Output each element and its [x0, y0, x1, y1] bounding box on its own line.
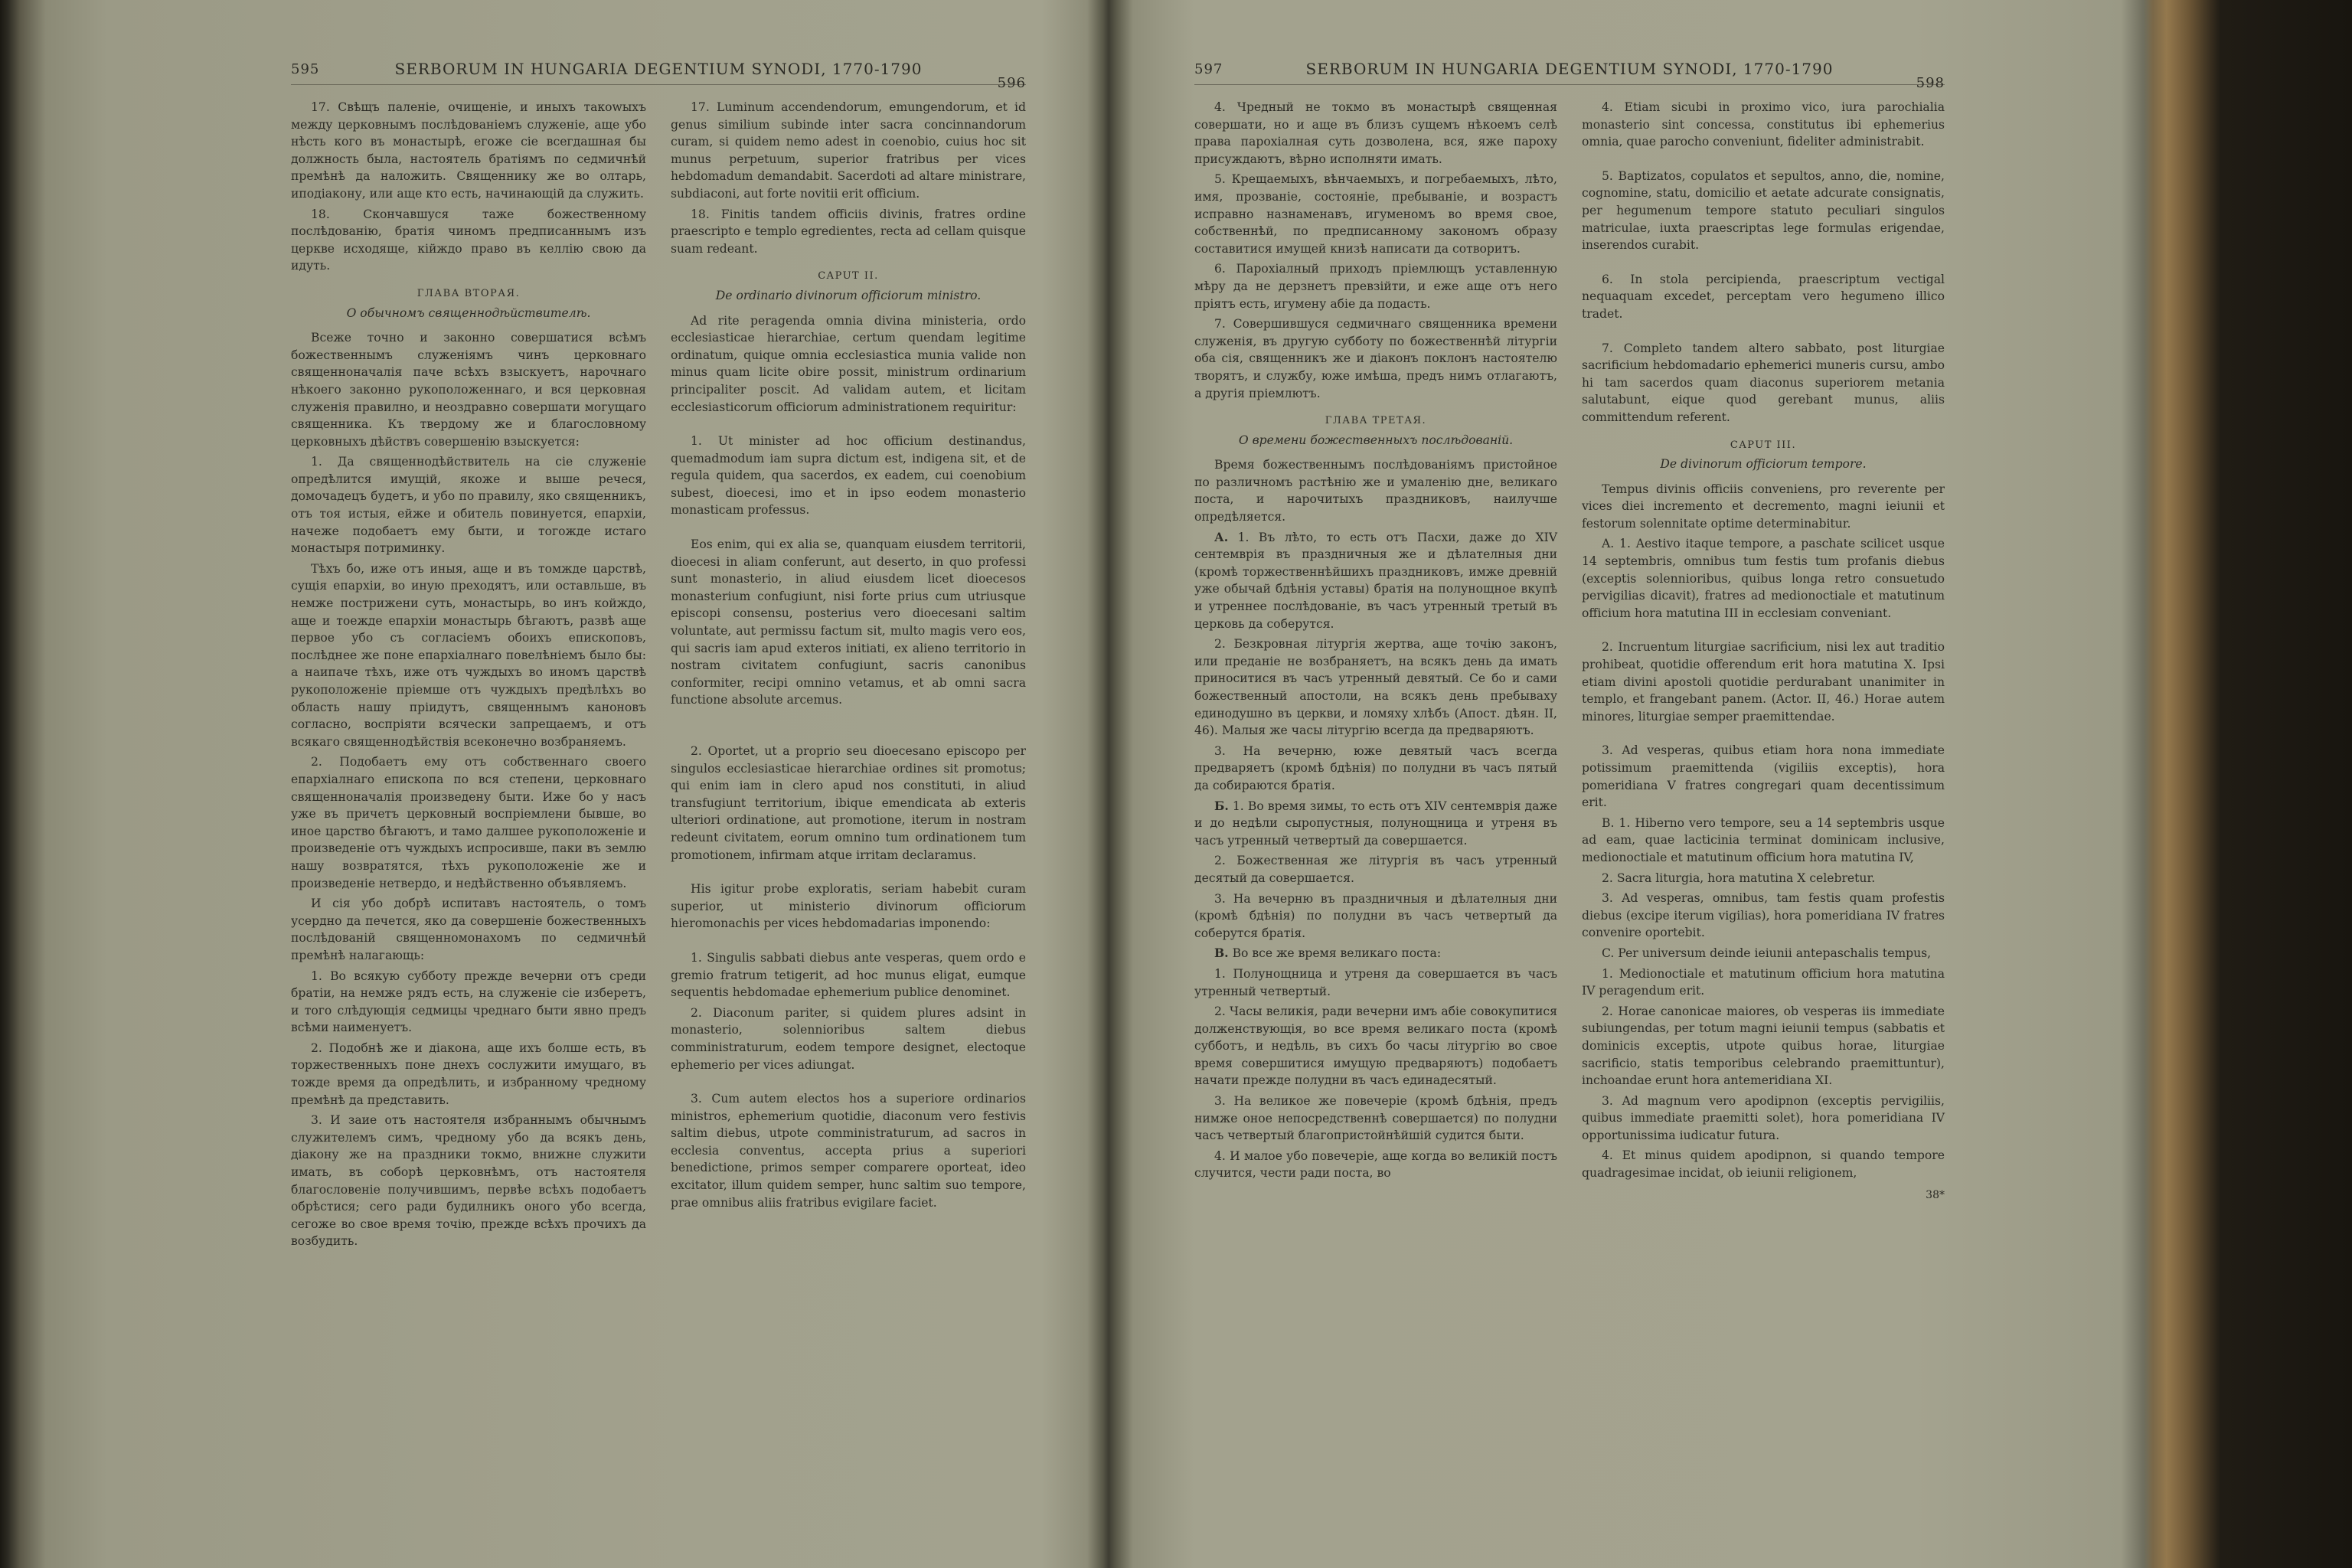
paragraph: 2. Oportet, ut a proprio seu dioecesano episcopo per singulos ecclesiasticae hierarchiae ordines sit promotus; qui enim iam in clero apud nos constituti, in aliud transfugiunt territorium, ibique emendicata ab exteris ulteriori ordinatione, aut promotione, iterum in nostram redeunt civitatem, eorum omnino tum ordinationem tum promotionem, infirmam atque irritam declaramus. [671, 744, 1026, 862]
paragraph: 4. Чредный не токмо въ монастырѣ священная совершати, но и аще въ близъ сущемъ нѣкоемъ селѣ права парохіалная суть дозволена, вся, яже пароху присуждаютъ, вѣрно исполняти имать. [1194, 100, 1557, 166]
page-number-598: 598 [1916, 75, 1945, 91]
paragraph: 1. Ut minister ad hoc officium destinandus, quemadmodum iam supra dictum est, indigena sit, et de regula quidem, qua sacerdos, ex eadem, cui coenobium subest, dioecesi, imo et in ipso eodem monasterio monasticam professus. [671, 434, 1026, 518]
paragraph: 4. Et minus quidem apodipnon, si quando tempore quadragesimae incidat, ob ieiunii religionem, [1582, 1148, 1945, 1181]
paragraph: 3. На великое же повечеріе (кромѣ бдѣнія, предъ нимже оное непосредственнѣ совершается) по полудни часъ четвертый благопристойнѣйшій судится быти. [1194, 1094, 1557, 1143]
paragraph: И сія убо добрѣ испитавъ настоятель, о томъ усердно да печется, яко да совершеніе божественныхъ послѣдованій священномонахомъ по седмичнѣй премѣнѣ налагающь: [291, 897, 646, 962]
chapter-heading: ГЛАВА ТРЕТАЯ. [1325, 415, 1427, 427]
running-title: SERBORUM IN HUNGARIA DEGENTIUM SYNODI, 1770-1790 [394, 60, 923, 78]
chapter-heading: CAPUT III. [1730, 439, 1797, 451]
paragraph: 3. Ad magnum vero apodipnon (exceptis pervigiliis, quibus immediate praemitti solet), hora pomeridiana IV opportunissima iudicatur futura. [1582, 1093, 1945, 1142]
right-page-columns [1194, 99, 1945, 1204]
chapter-subtitle: О обычномъ священнодѣйствителѣ. [346, 305, 591, 320]
paragraph: Время божественнымъ послѣдованіямъ пристойное по различномъ растѣнію же и умаленію дне, великаго поста, и нарочитыхъ праздниковъ, наилучше опредѣляется. [1194, 458, 1557, 524]
chapter-heading: CAPUT II. [818, 270, 879, 283]
paragraph: His igitur probe exploratis, seriam habebit curam superior, ut ministerio divinorum officiorum hieromonachis per vices hebdomadarias imponendo: [671, 882, 1026, 931]
right-page [1194, 46, 1945, 1204]
paragraph: 5. Baptizatos, copulatos et sepultos, anno, die, nomine, cognomine, statu, domicilio et aetate adcurate consignatis, per hegumenum tempore statuto peculiari singulos matriculae, iuxta praescriptas lege formulas erigendae, inserendos curabit. [1582, 168, 1945, 253]
paragraph: 2. Incruentum liturgiae sacrificium, nisi lex aut traditio prohibeat, quotidie offerendum erit hora matutina X. Ipsi etiam divini apostoli quotidie perdurabant unanimiter in templo, et frangebant panem. (Actor. II, 46.) Horae autem minores, liturgiae semper praemittendae. [1582, 640, 1945, 724]
paragraph: 2. Безкровная літургія жертва, аще точію законъ, или преданіе не возбраняетъ, на всякъ день да имать приноситися въ часъ утренный девятый. Се бо и сами божественный апостоли, на всякъ день пребываху единодушно въ церкви, и ломяху хлѣбъ (Апост. дѣян. II, 46). Малыя же часы літургію всегда да предваряютъ. [1194, 637, 1557, 738]
paragraph: Ad rite peragenda omnia divina ministeria, ordo ecclesiasticae hierarchiae, certum quendam legitime ordinatum, quique omnia ecclesiastica munia valide non minus quam licite obire possit, ministrum ordinarium principaliter poscit. Ad validam autem, et licitam ecclesiasticorum officiorum administrationem requiritur: [671, 313, 1026, 414]
paragraph: 4. Etiam sicubi in proximo vico, iura parochialia monasterio sint concessa, constitutus ibi ephemerius omnia, quae parocho conveniunt, fideliter administrabit. [1582, 100, 1945, 149]
section-letter-b: Б. [1214, 798, 1229, 813]
page-number-595: 595 [291, 61, 320, 77]
paragraph: 1. Singulis sabbati diebus ante vesperas, quem ordo e gremio fratrum tetigerit, ad hoc munus eligat, eumque sequentis hebdomadae ephemerium publice denominet. [671, 950, 1026, 1000]
left-page [291, 46, 1026, 1253]
paragraph: Тѣхъ бо, иже отъ иныя, аще и въ томжде царствѣ, сущія епархіи, во иную преходятъ, или оставльше, въ немже пострижени суть, монастырь, во инъ койждо, аще и тоежде епархіи монастырь бѣгаютъ, развѣ аще первое убо съ согласіемъ обоихъ епископовъ, послѣднее же поне епархіалнаго повелѣніемъ было бы: а наипаче тѣхъ, иже отъ чуждыхъ во иномъ царствѣ рукоположеніе пріемше отъ чуждыхъ предѣлѣхъ во область нашу пріидутъ, священнымъ каноновъ согласно, воспріяти всячески запрещаемъ, и отъ всякаго священнодѣйствія всеконечно возбраняемъ. [291, 561, 646, 749]
paragraph: 7. Совершившуся седмичнаго священника времени служенія, въ другую субботу по божественнѣй літургіи оба сія, священникъ же и діаконъ поклонъ настоятелю творятъ, и службу, юже имѣша, предъ нимъ отлагаютъ, а другія пріемлютъ. [1194, 317, 1557, 400]
paragraph: 18. Скончавшуся таже божественному послѣдованію, братія чиномъ предписаннымъ изъ церкве исходяще, кійждо право въ келлію свою да идуть. [291, 207, 646, 273]
paragraph: 1. Medionoctiale et matutinum officium hora matutina IV peragendum erit. [1582, 966, 1945, 998]
page-number-596: 596 [997, 75, 1026, 91]
paragraph: 6. In stola percipienda, praescriptum vectigal nequaquam excedet, perceptam vero hegumeno illico tradet. [1582, 272, 1945, 321]
paragraph: Tempus divinis officiis conveniens, pro reverente per vices diei incremento et decremento, magni ieiunii et festorum solennitate optime determinabitur. [1582, 482, 1945, 531]
running-head-right [1194, 46, 1945, 91]
chapter-subtitle: De divinorum officiorum tempore. [1660, 457, 1867, 472]
paragraph: C. Per universum deinde ieiunii antepaschalis tempus, [1602, 946, 1932, 960]
paragraph-text: 1. Во время зимы, то есть отъ XIV сентемврія даже и до недѣли сыропустныя, полунощница и утреня въ часъ утренный четвертый да совершается. [1194, 799, 1557, 848]
page-number-597: 597 [1194, 61, 1223, 77]
chapter-subtitle: О времени божественныхъ послѣдованій. [1238, 433, 1514, 447]
paragraph: 2. Часы великія, ради вечерни имъ абіе совокупитися долженствующія, во все время великаго поста (кромѣ субботъ, и недѣль, въ сихъ бо часы літургію во свое время совершитися имущую предваряютъ) подобаетъ начати прежде полудни въ часъ единадесятый. [1194, 1004, 1557, 1088]
paragraph: 1. Да священнодѣйствитель на сіе служеніе опредѣлится имущій, якоже и выше речеся, домочадецъ будетъ, и убо по правилу, яко священникъ, отъ тоя истыя, ейже и обитель повинуется, епархіи, начеже подобаетъ ему быти, и тогожде истаго монастыря потриминку. [291, 455, 646, 556]
paragraph-text: Во все же время великаго поста: [1232, 946, 1442, 961]
serbian-column [291, 99, 646, 1253]
paragraph: Всеже точно и законно совершатися всѣмъ божественнымъ служеніямъ чинъ церковнаго священноначалія паче всѣхъ взыскуетъ, нарочнаго нѣкоего законно рукоположеннаго, и вся церковная служенія правилно, и неоздравно совершати могущаго священника. Къ твердому же и благословному церковныхъ дѣйствъ совершенію взыскуется: [291, 331, 646, 449]
paragraph: 6. Парохіалный приходъ пріемлющъ уставленную мѣру да не дерзнетъ превзійти, и еже аще отъ него пріятъ есть, игумену абіе да подасть. [1194, 262, 1557, 311]
paragraph: 2. Божественная же літургія въ часъ утренный десятый да совершается. [1194, 854, 1557, 885]
paragraph: 3. На вечерню въ праздничныя и дѣлателныя дни (кромѣ бдѣнія) по полудни въ часъ четвертый да соберутся братія. [1194, 891, 1557, 940]
paragraph: 3. На вечерню, юже девятый часъ всегда предваряетъ (кромѣ бдѣнія) по полудни въ часъ пятый да собираются братія. [1194, 743, 1557, 792]
paragraph: A. 1. Aestivo itaque tempore, a paschate scilicet usque 14 septembris, omnibus tum festis tum profanis diebus (exceptis solennioribus, quibus longa retro consuetudo pervigilias dicavit), fratres ad medionoctiale et matutinum officium hora matutina III in ecclesiam conveniant. [1582, 537, 1945, 620]
latin-column [671, 99, 1026, 1253]
paragraph: 2. Sacra liturgia, hora matutina X celebretur. [1602, 871, 1876, 885]
paragraph: Eos enim, qui ex alia se, quanquam eiusdem territorii, dioecesi in aliam conferunt, aut deserto, in quo professi sunt monasterio, in aliud eiusdem licet dioecesos monasterium confugiunt, nisi forte prius cum utriusque episcopi consensu, posterius vero dioecesani saltim voluntate, aut permissu factum sit, multo magis vero eos, qui sacris iam apud exteros initiati, ex alieno territorio in nostram civitatem confugiunt, sacris canonibus conformiter, recipi omnino vetamus, et ab omni sacra functione absolute arcemus. [671, 537, 1026, 707]
running-head-left [291, 46, 1026, 91]
paragraph-v [1194, 945, 1557, 962]
left-page-columns [291, 99, 1026, 1253]
paragraph: 2. Подобнѣ же и діакона, аще ихъ болше есть, въ торжественныхъ поне днехъ сослужити имущаго, въ тожде время да опредѣлить, и избранному чредному премѣнѣ да представить. [291, 1040, 646, 1107]
section-letter-a: А. [1214, 529, 1229, 544]
paragraph: 18. Finitis tandem officiis divinis, fratres ordine praescripto e templo egredientes, recta ad cellam quisque suam redeant. [671, 207, 1026, 256]
paragraph: B. 1. Hiberno vero tempore, seu a 14 septembris usque ad eam, quae lacticinia terminat dominicam inclusive, medionoctiale et matutinum officium hora matutina IV, [1582, 815, 1945, 864]
paragraph: 3. Cum autem electos hos a superiore ordinarios ministros, ephemerium quotidie, diaconum vero festivis saltim diebus, utpote comministraturum, ad sacros in ecclesia conventus, accepta prius a superiori benedictione, primos semper comparere oporteat, ideo excitator, illum quidem semper, hunc saltim suo tempore, prae omnibus aliis fratribus evigilare faciet. [671, 1092, 1026, 1210]
paragraph: 7. Completo tandem altero sabbato, post liturgiae sacrificium hebdomadario ephemerici muneris cursu, ambo hi tam sacerdos quam diaconus superiorem metania salutabunt, eique quod gerebant munus, aliis committendum referent. [1582, 341, 1945, 424]
paragraph: 17. Luminum accendendorum, emungendorum, et id genus similium subinde inter sacra concinnandorum curam, si quidem nemo adest in coenobio, cuius hoc sit munus perpetuum, superior fratribus per vices hebdomadum demandabit. Sacerdoti ad altare ministrare, subdiaconi, aut forte novitii erit officium. [671, 100, 1026, 201]
paragraph: 5. Крещаемыхъ, вѣнчаемыхъ, и погребаемыхъ, лѣто, имя, прозваніе, состояніе, пребываніе, и возрастъ исправно назнаменавъ, игуменомъ во время свое, собственнѣй, по предписанному закономъ образу составитися имущей книзѣ написати да сотворитъ. [1194, 172, 1557, 256]
chapter-heading: ГЛАВА ВТОРАЯ. [416, 287, 521, 299]
chapter-subtitle: De ordinario divinorum officiorum ministro. [715, 288, 982, 302]
paragraph: 1. Во всякую субботу прежде вечерни отъ среди братіи, на немже рядъ есть, на служеніе сіе изберетъ, и того слѣдующія седмицы чреднаго быти явно предъ всѣми наименуетъ. [291, 969, 646, 1035]
paragraph: 3. Ad vesperas, quibus etiam hora nona immediate potissimum praemittenda (vigiliis exceptis), hora pomeridiana V fratres congregari quam decentissimum erit. [1582, 743, 1945, 810]
paragraph: 2. Diaconum pariter, si quidem plures adsint in monasterio, solennioribus saltem diebus comministraturum, eodem tempore designet, electoque ephemerio per vices adiungat. [671, 1005, 1026, 1072]
paragraph-a1 [1194, 529, 1557, 633]
paragraph: 17. Свѣщъ паленіе, очищеніе, и иныхъ такowыхъ между церковнымъ послѣдованіемъ служеніе, аще убо нѣсть кого въ монастырѣ, егоже сіе всегдашная бы должность была, настоятель братіямъ по седмичнѣй премѣнѣ да наложить. Священнику же во олтарь, иподіакону, или аще кто есть, начинающій да служить. [291, 100, 646, 201]
paragraph: 1. Полунощница и утреня да совершается въ часъ утренный четвертый. [1194, 966, 1557, 998]
paragraph: 2. Подобаетъ ему отъ собственнаго своего епархіалнаго епископа по вся степени, церковнаго священноначалія произведену быти. Иже бо у насъ уже въ причетъ церковный воспріемлени бывше, во иное царство бѣгаютъ, и тамо далшее рукоположеніе и произведеніе отъ чуждыхъ испросивше, паки въ землю нашу возвратятся, тѣхъ рукоположеніе же и произведеніе нетвердо, и недѣйственно объявляемъ. [291, 755, 646, 890]
serbian-column [1194, 99, 1557, 1204]
paragraph: 3. Ad vesperas, omnibus, tam festis quam profestis diebus (excipe iterum vigilias), hora pomeridiana IV fratres convenire oportebit. [1582, 891, 1945, 940]
signature-mark: 38* [1926, 1188, 1945, 1201]
paragraph: 3. И заие отъ настоятеля избраннымъ обычнымъ служителемъ симъ, чредному убо да всякъ день, діакону же на праздники токмо, внижне служити имать, въ соборѣ церковнѣмъ, отъ настоятеля благословеніе получившимъ, первѣе всѣхъ подобаетъ обрѣстися; сего ради будилникъ оного убо всегда, сегоже во свое время точію, прежде всѣхъ прочихъ да возбудить. [291, 1113, 646, 1249]
running-title: SERBORUM IN HUNGARIA DEGENTIUM SYNODI, 1770-1790 [1305, 60, 1834, 78]
latin-column [1582, 99, 1945, 1204]
section-letter-v: В. [1214, 946, 1229, 961]
paragraph: 4. И малое убо повечеріе, аще когда во великій постъ случится, чести ради поста, во [1194, 1148, 1557, 1181]
paragraph-text: 1. Въ лѣто, то есть отъ Пасхи, даже до XIV сентемврія въ праздничныя же и дѣлателныя дни (кромѣ торжественнѣйшихъ праздниковъ, имже древній уже обычай бдѣнія уставы) братія на полунощное вкупѣ и утреннее послѣдованіе, въ часъ утренный третый въ церковь да соберутся. [1194, 530, 1557, 631]
paragraph: 2. Horae canonicae maiores, ob vesperas iis immediate subiungendas, per totum magni ieiunii tempus (sabbatis et dominicis exceptis, utpote quibus horae, liturgiae sacrificio, statis temporibus celebrando praemittuntur), inchoandae erunt hora antemeridiana XI. [1582, 1004, 1945, 1088]
paragraph-b1 [1194, 798, 1557, 850]
